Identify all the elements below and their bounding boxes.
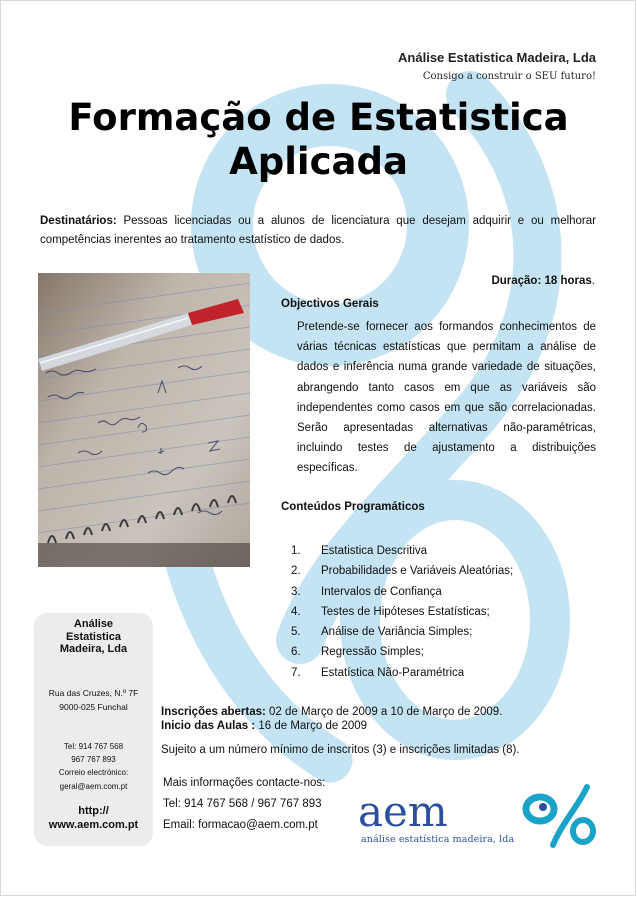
main-title xyxy=(0,96,637,184)
list-item xyxy=(291,663,513,683)
list-item-number: 3. xyxy=(291,585,301,598)
list-item-number: 2. xyxy=(291,565,301,578)
list-item-number: 7. xyxy=(291,666,301,679)
conteudos-list xyxy=(291,541,513,683)
sidebar-company-line: Madeira, Lda xyxy=(59,643,128,655)
list-item xyxy=(291,541,513,561)
company-name: Análise Estatistica Madeira, Lda xyxy=(398,50,596,65)
course-duration xyxy=(440,275,595,287)
list-item-label: Estatistica Descritiva xyxy=(321,545,428,557)
list-item-label: Intervalos de Confiança xyxy=(321,585,442,598)
sidebar-website-link[interactable] xyxy=(34,804,153,832)
sidebar-address-street: Rua das Cruzes, N.º 7F xyxy=(48,688,139,698)
more-info-email[interactable]: Email: formacao@aem.com.pt xyxy=(163,819,318,831)
list-item-label: Estatística Não-Paramétrica xyxy=(321,666,465,679)
inscricoes-block xyxy=(161,705,502,733)
sidebar-website-line: www.aem.com.pt xyxy=(48,819,139,831)
sidebar-address-city: 9000-025 Funchal xyxy=(59,702,128,712)
aulas-date: 16 de Março de 2009 xyxy=(255,720,368,732)
list-item-number: 5. xyxy=(291,626,301,639)
sidebar-phone: Tel: 914 767 568 xyxy=(63,742,124,751)
sidebar-email[interactable]: geral@aem.com.pt xyxy=(59,781,128,791)
duration-label: Duração: 18 horas xyxy=(491,275,592,287)
more-info-block xyxy=(163,773,325,836)
list-item-label: Análise de Variância Simples; xyxy=(321,626,473,639)
more-info-heading: Mais informações contacte-nos: xyxy=(163,777,326,789)
sidebar-contacts xyxy=(34,740,153,793)
sidebar-company-line: Estatistica xyxy=(65,630,122,643)
sidebar-address xyxy=(34,686,153,714)
sidebar-company-name xyxy=(34,618,153,656)
more-info-phone: Tel: 914 767 568 / 967 767 893 xyxy=(163,798,322,810)
inscricoes-label: Inscrições abertas: xyxy=(161,706,266,718)
sidebar-phone-2: 967 767 893 xyxy=(71,755,116,765)
main-title-line-2: Aplicada xyxy=(229,140,408,183)
contact-sidebar xyxy=(34,613,153,846)
list-item-number: 4. xyxy=(291,605,301,618)
list-item xyxy=(291,602,513,622)
main-title-line-1: Formação de Estatistica xyxy=(68,96,569,139)
inscricoes-dates: 02 de Março de 2009 a 10 de Março de 2009. xyxy=(265,706,503,718)
list-item xyxy=(291,622,513,642)
list-item-label: Testes de Hipóteses Estatísticas; xyxy=(321,605,490,618)
logo-tagline: análise estatística madeira, lda xyxy=(361,834,515,845)
list-item-number: 1. xyxy=(291,545,301,557)
destinatarios-text: Pessoas licenciadas ou a alunos de licenciatura que desejam adquirir e ou melhorar competências inerentes ao tratamento estatístico de dados. xyxy=(40,215,596,246)
list-item xyxy=(291,582,513,602)
company-slogan: Consigo a construir o SEU futuro! xyxy=(422,71,596,82)
inscricoes-line xyxy=(161,705,502,719)
list-item xyxy=(291,642,513,662)
sidebar-company-line: Análise xyxy=(73,618,114,630)
inscricoes-conditions: Sujeito a um número mínimo de inscritos (3) e inscrições limitadas (8). xyxy=(161,744,520,756)
logo-wordmark: aem xyxy=(358,787,448,836)
duration-suffix: . xyxy=(591,275,595,287)
list-item-label: Probabilidades e Variáveis Aleatórias; xyxy=(321,565,514,578)
aulas-line xyxy=(161,719,502,733)
sidebar-website-line: http:// xyxy=(78,805,109,817)
list-item-label: Regressão Simples; xyxy=(321,646,424,659)
notebook-pen-photo xyxy=(38,273,250,567)
destinatarios-paragraph xyxy=(40,212,596,250)
conteudos-heading: Conteúdos Programáticos xyxy=(281,501,425,513)
list-item xyxy=(291,561,513,581)
list-item-number: 6. xyxy=(291,646,301,659)
aulas-label: Inicio das Aulas : xyxy=(161,720,256,732)
objectivos-heading: Objectivos Gerais xyxy=(281,298,379,310)
sidebar-email-label: Correio electrónico: xyxy=(58,768,129,778)
destinatarios-label: Destinatários: xyxy=(40,215,117,227)
objectivos-paragraph: Pretende-se fornecer aos formandos conhecimentos de várias técnicas estatísticas que permitam a análise de dados e inferência numa grande variedade de situações, abrangendo tanto casos em que as variáveis são independentes como casos em que são correlacionadas. Serão apresentadas alternativas não-paramétricas, incluindo testes de ajustamento a distribuições específicas. xyxy=(297,321,596,475)
